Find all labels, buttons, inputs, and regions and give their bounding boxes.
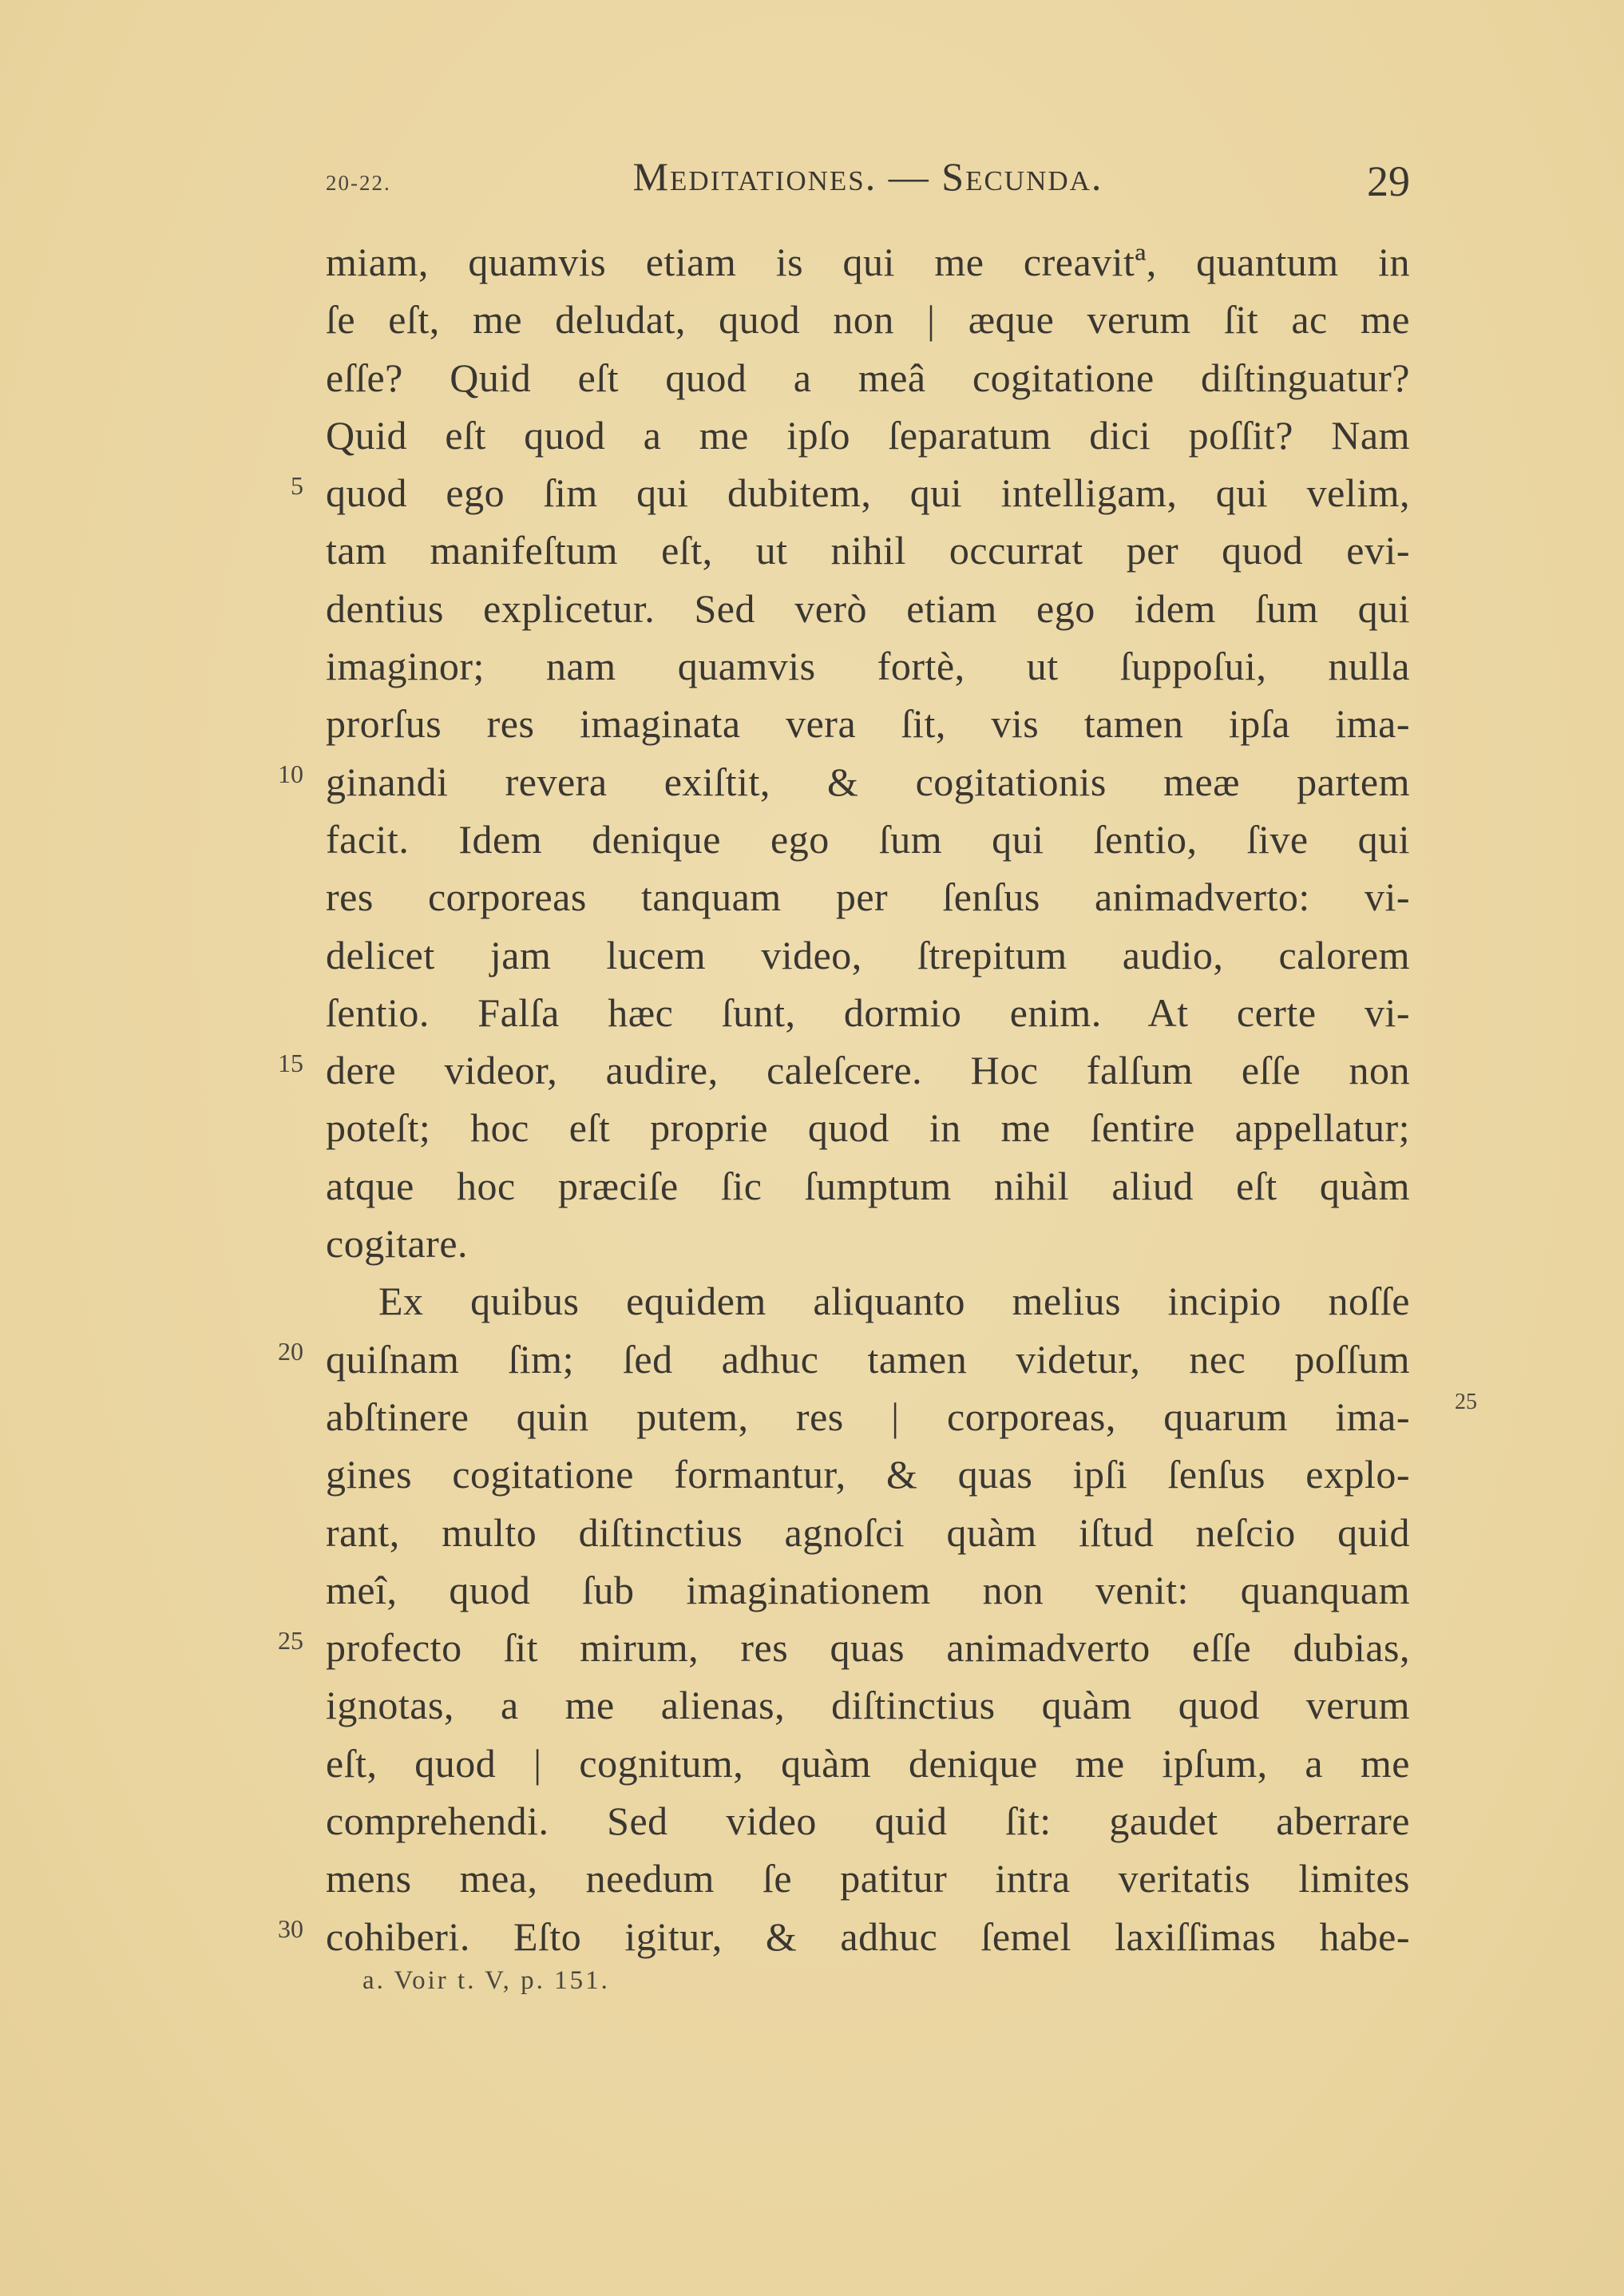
text-line: tam manifeſtum eſt, ut nihil occurrat per quod evi- bbox=[326, 528, 1410, 573]
original-edition-line-number: 25 bbox=[1455, 1390, 1477, 1414]
text-line: dentius explicetur. Sed verò etiam ego idem ſum qui bbox=[326, 585, 1410, 631]
page-number: 29 bbox=[1367, 157, 1410, 205]
text-line: facit. Idem denique ego ſum qui ſentio, ſive qui bbox=[326, 816, 1410, 862]
text-line: abſtinere quin putem, res | corporeas, quarum ima- bbox=[326, 1394, 1410, 1439]
text-line: eſt, quod | cognitum, quàm denique me ipſum, a me bbox=[326, 1740, 1410, 1786]
text-line: mens mea, needum ſe patitur intra veritatis limites bbox=[326, 1856, 1410, 1901]
footnote: a. Voir t. V, p. 151. bbox=[362, 1966, 610, 1995]
text-line: dere videor, audire, caleſcere. Hoc falſum eſſe non bbox=[326, 1048, 1410, 1093]
text-line: ignotas, a me alienas, diſtinctius quàm quod verum bbox=[326, 1683, 1410, 1728]
running-header bbox=[326, 153, 1410, 217]
text-line: delicet jam lucem video, ſtrepitum audio, calorem bbox=[326, 932, 1410, 977]
text-line: Quid eſt quod a me ipſo ſeparatum dici poſſit? Nam bbox=[326, 412, 1410, 458]
text-line: comprehendi. Sed video quid ſit: gaudet aberrare bbox=[326, 1798, 1410, 1844]
text-line: cogitare. bbox=[326, 1221, 469, 1267]
header-title: Meditationes. — Secunda. bbox=[632, 154, 1103, 199]
text-line: quod ego ſim qui dubitem, qui intelligam, qui velim, bbox=[326, 470, 1410, 516]
text-line: miam, quamvis etiam is qui me creavitª, quantum in bbox=[326, 240, 1410, 284]
text-line: profecto ſit mirum, res quas animadverto eſſe dubias, bbox=[326, 1625, 1410, 1671]
text-line: meî, quod ſub imaginationem non venit: quanquam bbox=[326, 1567, 1410, 1612]
text-line: Ex quibus equidem aliquanto melius incipio noſſe bbox=[378, 1279, 1410, 1324]
text-line: gines cogitatione formantur, & quas ipſi ſenſus explo- bbox=[326, 1452, 1410, 1497]
line-number: 10 bbox=[278, 759, 303, 788]
text-line: cohiberi. Eſto igitur, & adhuc ſemel laxiſſimas habe- bbox=[326, 1913, 1410, 1959]
text-line: quiſnam ſim; ſed adhuc tamen videtur, nec poſſum bbox=[326, 1336, 1410, 1382]
line-number: 15 bbox=[278, 1049, 303, 1077]
line-number: 25 bbox=[278, 1626, 303, 1655]
text-line: ſe eſt, me deludat, quod non | æque verum ſit ac me bbox=[326, 297, 1410, 343]
text-line: poteſt; hoc eſt proprie quod in me ſentire appellatur; bbox=[326, 1105, 1410, 1151]
text-line: rant, multo diſtinctius agnoſci quàm iſtud neſcio quid bbox=[326, 1509, 1410, 1555]
text-line: imaginor; nam quamvis fortè, ut ſuppoſui, nulla bbox=[326, 644, 1410, 689]
header-page-range: 20-22. bbox=[326, 171, 391, 195]
text-line: ſentio. Falſa hæc ſunt, dormio enim. At certe vi- bbox=[326, 989, 1410, 1035]
line-number: 20 bbox=[278, 1337, 303, 1366]
text-line: prorſus res imaginata vera ſit, vis tamen ipſa ima- bbox=[326, 701, 1410, 747]
text-line: atque hoc præciſe ſic ſumptum nihil aliud eſt quàm bbox=[326, 1163, 1410, 1208]
line-number: 5 bbox=[291, 471, 303, 500]
line-number: 30 bbox=[278, 1914, 303, 1943]
text-line: ginandi revera exiſtit, & cogitationis meæ partem bbox=[326, 759, 1410, 804]
body-text bbox=[326, 233, 1410, 1965]
text-line: res corporeas tanquam per ſenſus animadverto: vi- bbox=[326, 874, 1410, 920]
text-line: eſſe? Quid eſt quod a meâ cogitatione diſtinguatur? bbox=[326, 355, 1410, 400]
